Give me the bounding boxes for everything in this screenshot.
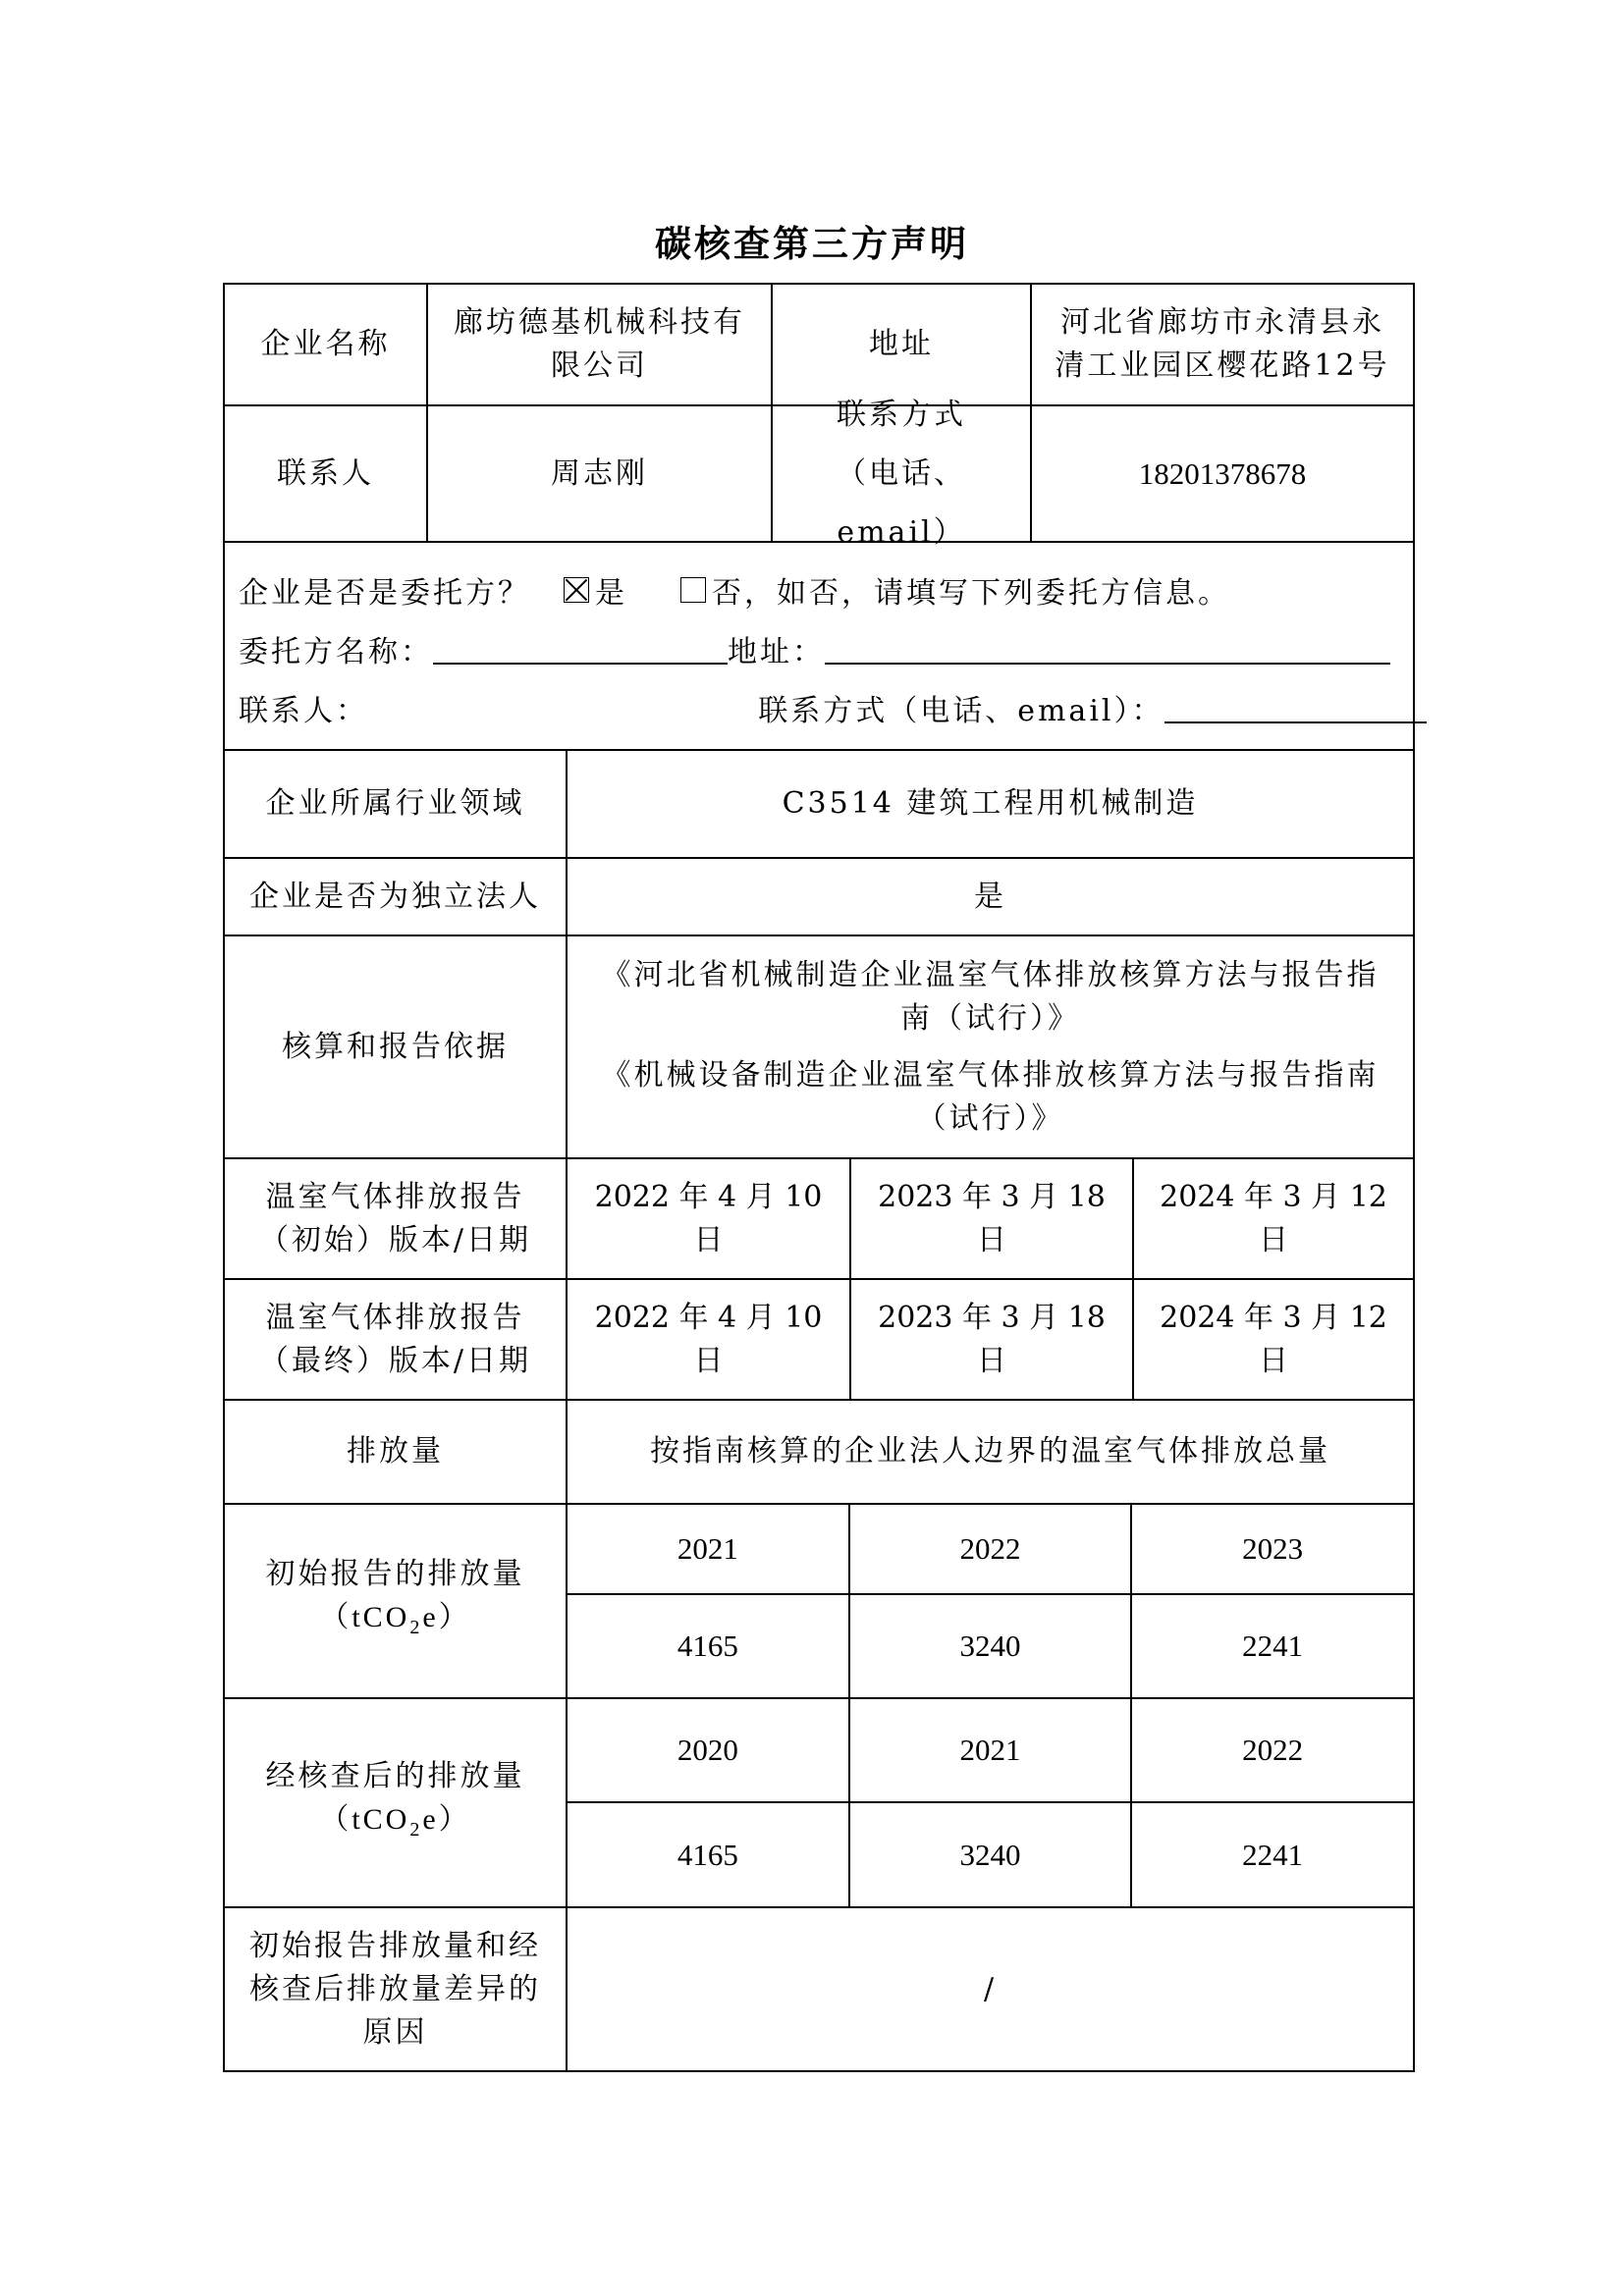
difference-label-line2: 核查后排放量差异的: [249, 1971, 541, 2006]
legal-label: 企业是否为独立法人: [225, 859, 568, 934]
initial-emission-grid: [568, 1505, 1413, 1697]
basis-row: [225, 936, 1413, 1159]
contact-row: [225, 397, 1413, 550]
delegate-row: [225, 543, 1413, 751]
initial-emission-year: 2022: [850, 1505, 1133, 1593]
difference-label: [225, 1908, 568, 2070]
initial-emission-year: 2021: [568, 1505, 850, 1593]
final-report-date: 2024 年 3 月 12 日: [1160, 1300, 1387, 1378]
verified-emission-label: [225, 1699, 568, 1906]
no-label: 否，如否，请填写下列委托方信息。: [712, 576, 1230, 611]
initial-emission-value: 4165: [568, 1595, 850, 1697]
initial-report-label: [225, 1159, 568, 1278]
verified-emission-label-line1: 经核查后的排放量: [265, 1758, 525, 1793]
yes-label: 是: [595, 576, 627, 611]
delegate-contact-line: [239, 678, 1427, 737]
delegate-question-line: [239, 561, 1427, 619]
difference-label-line3: 原因: [362, 2014, 428, 2050]
delegate-name-field[interactable]: [433, 633, 728, 665]
final-report-date: 2023 年 3 月 18 日: [851, 1280, 1134, 1399]
initial-emission-label-line1: 初始报告的排放量: [265, 1557, 525, 1591]
initial-emission-years: [568, 1505, 1413, 1595]
verified-emission-row: [225, 1699, 1413, 1908]
company-name-label: 企业名称: [225, 285, 428, 404]
address-value: 河北省廊坊市永清县永清工业园区樱花路12号: [1055, 305, 1390, 383]
initial-emission-values: [568, 1595, 1413, 1697]
delegate-section: [225, 543, 1440, 749]
contact-method-value: 18201378678: [1138, 455, 1307, 491]
industry-row: [225, 751, 1413, 859]
verified-emission-values: [568, 1803, 1413, 1906]
emission-row: [225, 1401, 1413, 1505]
basis-label: 核算和报告依据: [225, 936, 568, 1157]
verified-emission-value: 4165: [568, 1803, 850, 1906]
difference-row: [225, 1908, 1413, 2070]
initial-report-date: 2022 年 4 月 10 日: [568, 1159, 851, 1278]
contact-value: 周志刚: [428, 406, 773, 541]
contact-label: 联系人: [225, 406, 428, 541]
initial-report-label-line1: 温室气体排放报告: [265, 1179, 525, 1214]
address-label: 地址: [773, 285, 1032, 404]
final-report-row: [225, 1280, 1413, 1401]
contact-method-label-line1: 联系方式: [837, 397, 966, 432]
delegate-name-line: [239, 619, 1427, 678]
verified-emission-years: [568, 1699, 1413, 1803]
initial-report-date: 2024 年 3 月 12 日: [1160, 1179, 1387, 1257]
emission-value: 按指南核算的企业法人边界的温室气体排放总量: [650, 1434, 1330, 1468]
contact-method-label-line2: （电话、email）: [837, 455, 966, 550]
verified-emission-year: 2022: [1242, 1733, 1304, 1767]
initial-emission-value: 3240: [850, 1595, 1133, 1697]
basis-line-2: 《机械设备制造企业温室气体排放核算方法与报告指南（试行）》: [601, 1057, 1380, 1136]
company-row: [225, 285, 1413, 406]
delegate-address-field[interactable]: [825, 633, 1390, 665]
final-report-date: 2022 年 4 月 10 日: [568, 1280, 851, 1399]
final-report-label: [225, 1280, 568, 1399]
initial-emission-label: [225, 1505, 568, 1697]
verified-emission-value: 2241: [1242, 1837, 1304, 1872]
industry-label: 企业所属行业领域: [225, 751, 568, 857]
industry-value: C3514 建筑工程用机械制造: [782, 786, 1199, 821]
document-title: 碳核查第三方声明: [655, 222, 969, 265]
legal-value: 是: [974, 879, 1006, 914]
contact-method-label: [773, 397, 1032, 550]
difference-value: /: [983, 1971, 998, 2006]
emission-label: 排放量: [225, 1401, 568, 1503]
delegate-name-label: 委托方名称：: [239, 635, 433, 669]
delegate-method-label: 联系方式（电话、email）：: [758, 694, 1164, 728]
verified-emission-year: 2021: [850, 1699, 1133, 1801]
basis-line-1: 《河北省机械制造企业温室气体排放核算方法与报告指南（试行）》: [601, 957, 1380, 1036]
verified-emission-value: 3240: [850, 1803, 1133, 1906]
initial-emission-unit: （tCO$_2$e）: [319, 1601, 471, 1638]
verified-emission-unit: （tCO$_2$e）: [319, 1802, 471, 1841]
delegate-address-label: 地址：: [728, 635, 825, 669]
delegate-question: 企业是否是委托方？: [239, 576, 530, 611]
initial-emission-value: 2241: [1242, 1629, 1304, 1663]
difference-label-line1: 初始报告排放量和经: [249, 1928, 541, 1963]
initial-report-date: 2023 年 3 月 18 日: [851, 1159, 1134, 1278]
delegate-contact-label: 联系人：: [239, 694, 368, 728]
basis-values: [568, 936, 1413, 1157]
verified-emission-year: 2020: [568, 1699, 850, 1801]
initial-emission-year: 2023: [1242, 1531, 1304, 1566]
declaration-table: [223, 283, 1415, 2072]
initial-report-label-line2: （初始）版本/日期: [258, 1222, 532, 1257]
legal-row: [225, 859, 1413, 936]
delegate-method-field[interactable]: [1164, 692, 1427, 723]
verified-emission-grid: [568, 1699, 1413, 1906]
yes-checkbox[interactable]: [564, 577, 589, 603]
no-checkbox[interactable]: [680, 577, 706, 603]
final-report-label-line2: （最终）版本/日期: [258, 1343, 532, 1378]
final-report-label-line1: 温室气体排放报告: [265, 1300, 525, 1335]
initial-report-row: [225, 1159, 1413, 1280]
company-name-value: 廊坊德基机械科技有限公司: [428, 285, 773, 404]
initial-emission-row: [225, 1505, 1413, 1699]
